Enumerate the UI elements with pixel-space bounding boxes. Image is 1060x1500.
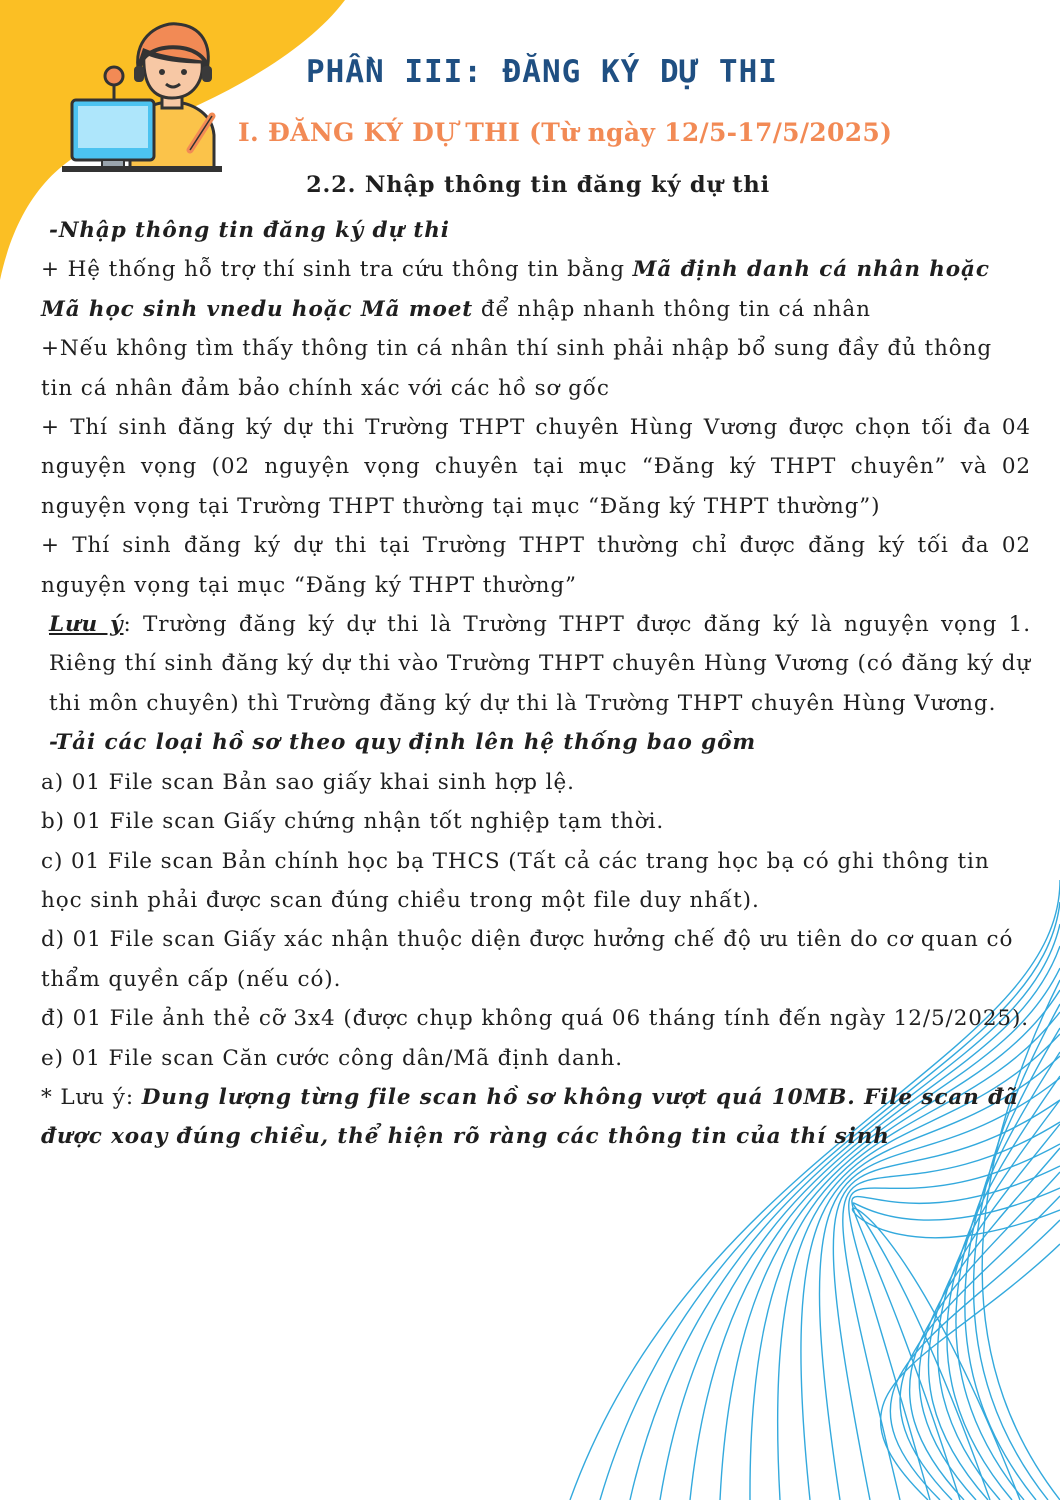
document-item: a) 01 File scan Bản sao giấy khai sinh hợp lệ. <box>41 769 575 795</box>
document-item: b) 01 File scan Giấy chứng nhận tốt nghiệp tạm thời. <box>41 809 665 835</box>
wave-line <box>849 1144 1060 1500</box>
document-item: e) 01 File scan Căn cước công dân/Mã định danh. <box>41 1045 623 1071</box>
document-item: đ) 01 File ảnh thẻ cỡ 3x4 (được chụp không quá 06 tháng tính đến ngày 12/5/2025). <box>41 1006 1030 1032</box>
final-note-text: Dung lượng từng file scan hồ sơ không vượt quá 10MB. File scan đã được xoay đúng chiều, thể hiện rõ ràng các thông tin của thí sinh <box>41 1084 1019 1150</box>
lookup-codes: Mã định danh cá nhân hoặc Mã học sinh vnedu hoặc Mã moet <box>41 257 990 322</box>
documents-heading: -Tải các loại hồ sơ theo quy định lên hệ thống bao gồm <box>49 730 757 756</box>
final-note-prefix: * Lưu ý: <box>41 1084 142 1110</box>
subsection-title: 2.2. Nhập thông tin đăng ký dự thi <box>306 172 770 198</box>
student-computer-icon <box>62 20 222 172</box>
note-paragraph <box>41 605 1031 723</box>
page-title: PHẦN III: ĐĂNG KÝ DỰ THI <box>306 54 778 90</box>
final-note <box>41 1078 1031 1157</box>
document-item: c) 01 File scan Bản chính học bạ THCS (Tất cả các trang học bạ có ghi thông tin học sinh phải được scan đúng chiều trong một file duy nhất). <box>41 848 990 913</box>
document-body <box>41 211 1031 1157</box>
lookup-suffix: để nhập nhanh thông tin cá nhân <box>473 296 871 322</box>
enter-info-heading: -Nhập thông tin đăng ký dự thi <box>49 218 450 243</box>
paragraph-manual-entry: +Nếu không tìm thấy thông tin cá nhân thí sinh phải nhập bổ sung đầy đủ thông tin cá nhân đảm bảo chính xác với các hồ sơ gốc <box>41 336 992 401</box>
section-title: I. ĐĂNG KÝ DỰ THI (Từ ngày 12/5-17/5/2025) <box>238 118 893 147</box>
document-item: d) 01 File scan Giấy xác nhận thuộc diện được hưởng chế độ ưu tiên do cơ quan có thẩm quyền cấp (nếu có). <box>41 927 1014 992</box>
paragraph-lookup <box>41 250 1031 329</box>
lookup-prefix: + Hệ thống hỗ trợ thí sinh tra cứu thông tin bằng <box>41 257 633 283</box>
paragraph-specialized-school: + Thí sinh đăng ký dự thi Trường THPT chuyên Hùng Vương được chọn tối đa 04 nguyện vọng (02 nguyện vọng chuyên tại mục “Đăng ký THPT chuyên” và 02 nguyện vọng tại Trường THPT thường tại mục “Đăng ký THPT thường”) <box>41 415 1031 519</box>
note-text: : Trường đăng ký dự thi là Trường THPT được đăng ký là nguyện vọng 1. Riêng thí sinh đăng ký dự thi vào Trường THPT chuyên Hùng Vương (có đăng ký dự thi môn chuyên) thì Trường đăng ký dự thi là Trường THPT chuyên Hùng Vương. <box>49 612 1032 716</box>
wave-line <box>938 1100 1060 1500</box>
note-label: Lưu ý <box>49 612 124 638</box>
paragraph-regular-school: + Thí sinh đăng ký dự thi tại Trường THPT thường chỉ được đăng ký tối đa 02 nguyện vọng tại mục “Đăng ký THPT thường” <box>41 533 1031 598</box>
